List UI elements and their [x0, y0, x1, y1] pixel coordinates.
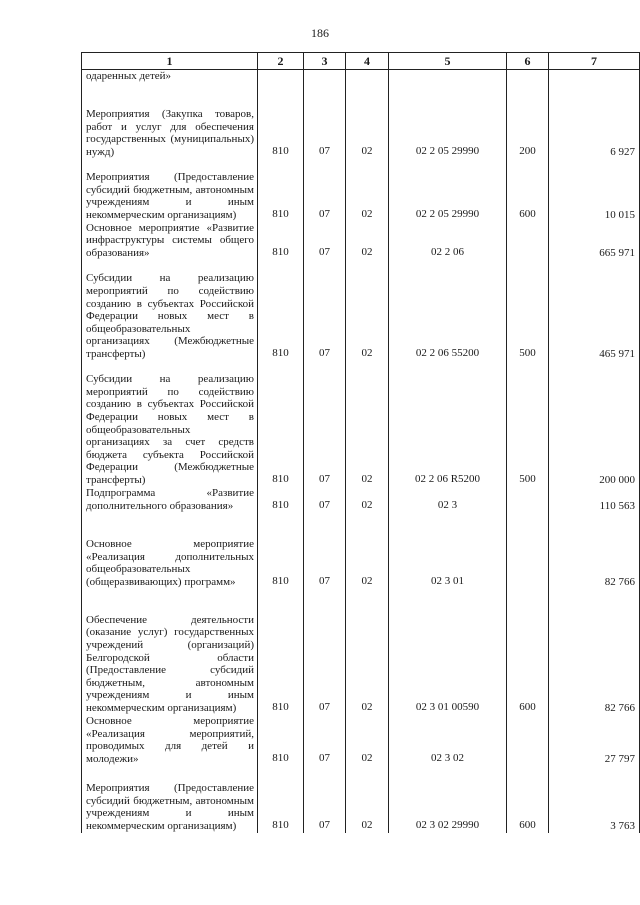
- cell-col3: 07: [304, 589, 346, 715]
- cell-sum: 3 763: [549, 766, 640, 833]
- cell-sum: [549, 70, 640, 96]
- cell-col6: [507, 715, 549, 766]
- cell-col4: 02: [346, 715, 389, 766]
- row-name: Основное мероприятие «Развитие инфраструктуры системы общего образования»: [82, 222, 258, 260]
- cell-col5: 02 3 01 00590: [389, 589, 507, 715]
- table-row: [82, 361, 640, 487]
- cell-sum: 6 927: [549, 96, 640, 159]
- cell-col5: 02 2 05 29990: [389, 96, 507, 159]
- cell-col6: 600: [507, 589, 549, 715]
- cell-col3: 07: [304, 222, 346, 260]
- cell-col3: 07: [304, 715, 346, 766]
- cell-sum: 200 000: [549, 361, 640, 487]
- cell-sum: 82 766: [549, 513, 640, 589]
- cell-col5: 02 3 02: [389, 715, 507, 766]
- cell-col2: 810: [258, 260, 304, 361]
- row-name: Мероприятия (Предоставление субсидий бюджетным, автономным учреждениям и иным некоммерческим организациям): [82, 159, 258, 222]
- table-row: [82, 159, 640, 222]
- cell-col2: 810: [258, 222, 304, 260]
- cell-sum: 27 797: [549, 715, 640, 766]
- cell-col5: 02 2 06 55200: [389, 260, 507, 361]
- cell-sum: 465 971: [549, 260, 640, 361]
- page-number: 186: [311, 26, 329, 40]
- cell-col2: 810: [258, 487, 304, 513]
- cell-col5: 02 2 06: [389, 222, 507, 260]
- column-header: 3: [304, 53, 346, 70]
- cell-col4: 02: [346, 260, 389, 361]
- row-name: одаренных детей»: [82, 70, 258, 96]
- cell-col3: 07: [304, 96, 346, 159]
- table-row: [82, 70, 640, 96]
- cell-col4: 02: [346, 361, 389, 487]
- table-row: [82, 589, 640, 715]
- row-name: Основное мероприятие «Реализация мероприятий, проводимых для детей и молодежи»: [82, 715, 258, 766]
- cell-col2: 810: [258, 715, 304, 766]
- cell-col4: [346, 70, 389, 96]
- column-header: 5: [389, 53, 507, 70]
- cell-col5: 02 2 06 R5200: [389, 361, 507, 487]
- cell-sum: 10 015: [549, 159, 640, 222]
- cell-col3: 07: [304, 159, 346, 222]
- cell-col4: 02: [346, 487, 389, 513]
- cell-col2: [258, 70, 304, 96]
- column-header: 2: [258, 53, 304, 70]
- row-name: Обеспечение деятельности (оказание услуг) государственных учреждений (организаций) Белгородской области (Предоставление субсидий бюджетным, автономным учреждениям и иным некоммерческим организациям): [82, 589, 258, 715]
- row-name: Основное мероприятие «Реализация дополнительных общеобразовательных (общеразвивающих) программ»: [82, 513, 258, 589]
- cell-col5: 02 3: [389, 487, 507, 513]
- cell-col2: 810: [258, 96, 304, 159]
- cell-col6: 500: [507, 361, 549, 487]
- cell-col6: [507, 222, 549, 260]
- table-row: [82, 222, 640, 260]
- cell-col3: 07: [304, 766, 346, 833]
- cell-col4: 02: [346, 159, 389, 222]
- row-name: Подпрограмма «Развитие дополнительного образования»: [82, 487, 258, 513]
- cell-col4: 02: [346, 766, 389, 833]
- cell-col3: 07: [304, 487, 346, 513]
- cell-col4: 02: [346, 222, 389, 260]
- column-header: 1: [82, 53, 258, 70]
- column-header: 6: [507, 53, 549, 70]
- cell-sum: 665 971: [549, 222, 640, 260]
- column-header: 7: [549, 53, 640, 70]
- cell-col3: 07: [304, 361, 346, 487]
- cell-col6: 500: [507, 260, 549, 361]
- row-name: Субсидии на реализацию мероприятий по содействию созданию в субъектах Российской Федерации новых мест в общеобразовательных организациях за счет средств бюджета субъекта Российской Федерации (Межбюджетные трансферты): [82, 361, 258, 487]
- cell-col2: 810: [258, 361, 304, 487]
- cell-col4: 02: [346, 513, 389, 589]
- cell-col6: [507, 487, 549, 513]
- budget-table: [81, 52, 640, 833]
- cell-col3: 07: [304, 260, 346, 361]
- cell-col3: 07: [304, 513, 346, 589]
- cell-col2: 810: [258, 766, 304, 833]
- cell-col5: [389, 70, 507, 96]
- table-row: [82, 260, 640, 361]
- cell-col5: 02 3 01: [389, 513, 507, 589]
- table-row: [82, 715, 640, 766]
- row-name: Субсидии на реализацию мероприятий по содействию созданию в субъектах Российской Федерации новых мест в общеобразовательных организациях (Межбюджетные трансферты): [82, 260, 258, 361]
- row-name: Мероприятия (Закупка товаров, работ и услуг для обеспечения государственных (муниципальных) нужд): [82, 96, 258, 159]
- cell-col4: 02: [346, 96, 389, 159]
- cell-col2: 810: [258, 589, 304, 715]
- cell-col5: 02 3 02 29990: [389, 766, 507, 833]
- table-row: [82, 487, 640, 513]
- cell-col6: 200: [507, 96, 549, 159]
- cell-col6: 600: [507, 766, 549, 833]
- cell-col6: [507, 513, 549, 589]
- cell-col6: 600: [507, 159, 549, 222]
- cell-col3: [304, 70, 346, 96]
- cell-sum: 82 766: [549, 589, 640, 715]
- cell-sum: 110 563: [549, 487, 640, 513]
- cell-col2: 810: [258, 159, 304, 222]
- column-header: 4: [346, 53, 389, 70]
- row-name: Мероприятия (Предоставление субсидий бюджетным, автономным учреждениям и иным некоммерческим организациям): [82, 766, 258, 833]
- table-header-row: [82, 53, 640, 70]
- table-row: [82, 766, 640, 833]
- cell-col6: [507, 70, 549, 96]
- table-row: [82, 96, 640, 159]
- table-row: [82, 513, 640, 589]
- cell-col5: 02 2 05 29990: [389, 159, 507, 222]
- cell-col2: 810: [258, 513, 304, 589]
- cell-col4: 02: [346, 589, 389, 715]
